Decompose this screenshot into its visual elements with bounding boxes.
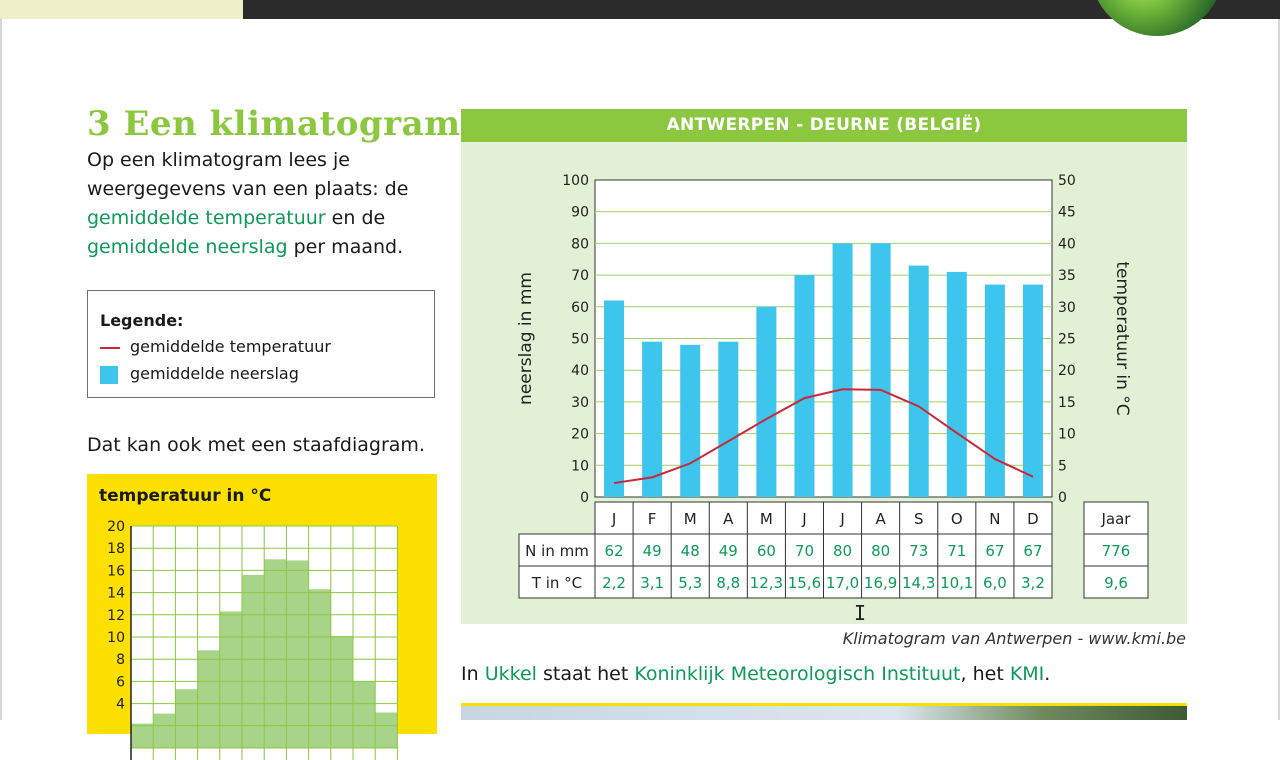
red-line-swatch-icon [100, 347, 120, 349]
row-label-n: N in mm [525, 542, 589, 560]
month-label: M [683, 510, 697, 528]
section-title: 3 Een klimatogram [87, 104, 461, 144]
temperature-value: 14,3 [902, 574, 936, 592]
bottom-text [461, 663, 1050, 685]
precipitation-value: 80 [871, 542, 891, 560]
temperature-value: 15,6 [787, 574, 822, 592]
y-tick-right: 40 [1058, 236, 1076, 253]
y-tick-left: 10 [571, 458, 589, 475]
precipitation-bar [718, 342, 738, 497]
month-label: F [647, 510, 657, 528]
temperature-value: 8,8 [716, 574, 741, 592]
bottom-highlight-institute: Koninklijk Meteorologisch Instituut [634, 663, 961, 685]
temperature-value: 3,2 [1021, 574, 1045, 592]
y-tick-right: 10 [1058, 426, 1076, 443]
legend-title: Legende: [100, 311, 184, 330]
y-tick-right: 30 [1058, 299, 1076, 316]
year-label: Jaar [1101, 510, 1131, 528]
month-label: D [1027, 510, 1039, 528]
year-temperature: 9,6 [1104, 574, 1128, 592]
chart-caption: Klimatogram van Antwerpen - www.kmi.be [842, 629, 1186, 648]
intro-part: Op een klimatogram lees je weergegevens van een plaats: de [87, 149, 409, 200]
y-tick-right: 15 [1058, 394, 1076, 411]
temperature-bar [331, 636, 353, 748]
y-axis-label-right: temperatuur in °C [1112, 261, 1132, 416]
bottom-part: . [1044, 663, 1051, 685]
y-tick: 10 [107, 630, 125, 646]
month-label: J [802, 510, 807, 528]
precipitation-value: 80 [832, 542, 853, 560]
month-label: A [875, 510, 886, 528]
precipitation-bar [947, 272, 967, 497]
precipitation-value: 49 [642, 542, 662, 560]
y-tick-right: 0 [1058, 490, 1067, 506]
temperature-value: 3,1 [640, 574, 665, 592]
precipitation-value: 67 [985, 542, 1005, 560]
temperature-value: 5,3 [678, 574, 703, 592]
temperature-bar [153, 714, 175, 748]
temperature-value: 12,3 [749, 574, 784, 592]
y-tick-right: 5 [1058, 458, 1067, 475]
y-tick-left: 40 [571, 363, 589, 380]
y-tick-left: 60 [571, 299, 589, 316]
y-axis-label-left: neerslag in mm [516, 272, 536, 405]
top-strip-left [0, 0, 243, 19]
bottom-part: staat het [542, 663, 629, 685]
y-tick: 14 [107, 585, 125, 602]
y-tick-left: 30 [571, 394, 589, 411]
y-tick-right: 50 [1058, 173, 1076, 189]
temperature-value: 10,1 [940, 574, 974, 592]
precipitation-value: 48 [680, 542, 700, 560]
precipitation-bar [909, 266, 929, 497]
precipitation-value: 60 [756, 542, 776, 560]
bottom-part: In [461, 663, 479, 685]
y-tick: 4 [116, 696, 125, 713]
y-tick-right: 25 [1058, 331, 1076, 348]
legend-box [87, 290, 435, 398]
intro-text [87, 146, 447, 262]
climatogram-header: ANTWERPEN - DEURNE (BELGIË) [461, 109, 1187, 142]
intro-highlight-rain: gemiddelde neerslag [87, 236, 288, 258]
y-tick-right: 45 [1058, 204, 1076, 221]
precipitation-bar [604, 300, 624, 497]
y-tick-left: 80 [571, 236, 589, 253]
y-tick: 18 [107, 541, 125, 558]
month-label: N [989, 510, 1001, 528]
month-label: S [913, 510, 924, 528]
y-tick: 12 [107, 607, 125, 624]
temperature-value: 2,2 [602, 574, 626, 592]
precipitation-bar [756, 307, 776, 497]
month-label: M [759, 510, 773, 528]
bottom-highlight-kmi: KMI [1009, 663, 1045, 685]
photo-strip [461, 703, 1187, 720]
y-tick-right: 35 [1058, 268, 1076, 285]
precipitation-bar [794, 275, 814, 497]
y-tick-right: 20 [1058, 363, 1076, 380]
precipitation-value: 71 [947, 542, 967, 560]
precipitation-value: 62 [604, 542, 624, 560]
bar-chart-box [87, 474, 437, 734]
year-precipitation: 776 [1101, 542, 1131, 560]
precipitation-bar [833, 243, 853, 497]
blue-square-swatch-icon [100, 366, 118, 384]
y-tick: 8 [116, 652, 125, 669]
temperature-value: 6,0 [982, 574, 1007, 592]
intro-highlight-temp: gemiddelde temperatuur [87, 207, 326, 229]
y-tick: 6 [116, 674, 125, 691]
temperature-bar [220, 611, 242, 748]
temperature-value: 16,9 [863, 574, 898, 592]
legend-item-precipitation [100, 364, 299, 384]
temperature-bar-chart [87, 514, 437, 760]
month-label: J [611, 510, 617, 528]
row-label-t: T in °C [531, 574, 583, 592]
legend-rain-label: gemiddelde neerslag [130, 364, 299, 383]
precipitation-value: 49 [718, 542, 738, 560]
y-tick-left: 100 [562, 173, 589, 189]
y-tick-left: 50 [571, 331, 589, 348]
temperature-bar [175, 689, 197, 748]
precipitation-bar [985, 285, 1005, 497]
text-cursor-icon: I [854, 601, 867, 625]
y-tick-left: 20 [571, 426, 589, 443]
legend-temp-label: gemiddelde temperatuur [130, 337, 331, 356]
precipitation-value: 70 [794, 542, 815, 560]
subtext: Dat kan ook met een staafdiagram. [87, 434, 425, 456]
month-label: O [950, 510, 963, 528]
temperature-bar [198, 650, 220, 748]
month-label: J [840, 510, 845, 528]
precipitation-bar [871, 243, 891, 497]
intro-part: per maand. [293, 236, 404, 258]
y-tick-left: 0 [580, 490, 589, 506]
precipitation-value: 67 [1023, 542, 1043, 560]
bar-chart-title: temperatuur in °C [99, 486, 272, 506]
precipitation-bar [1023, 285, 1043, 497]
bottom-part: , het [960, 663, 1004, 685]
legend-item-temperature [100, 337, 331, 356]
precipitation-value: 73 [909, 542, 929, 560]
intro-part: en de [331, 207, 386, 229]
temperature-bar [131, 724, 153, 748]
temperature-bar [309, 589, 331, 748]
temperature-bar [353, 681, 375, 748]
climatogram-chart [461, 142, 1187, 612]
temperature-bar [242, 575, 264, 748]
y-tick: 20 [107, 519, 125, 535]
temperature-bar [375, 712, 397, 748]
precipitation-bar [642, 342, 662, 497]
bottom-highlight-ukkel: Ukkel [484, 663, 537, 685]
y-tick: 16 [107, 563, 125, 580]
precipitation-bar [680, 345, 700, 497]
temperature-value: 17,0 [825, 574, 860, 592]
page-edge-left [0, 19, 2, 720]
month-label: A [723, 510, 734, 528]
y-tick-left: 90 [571, 204, 589, 221]
y-tick-left: 70 [571, 268, 589, 285]
